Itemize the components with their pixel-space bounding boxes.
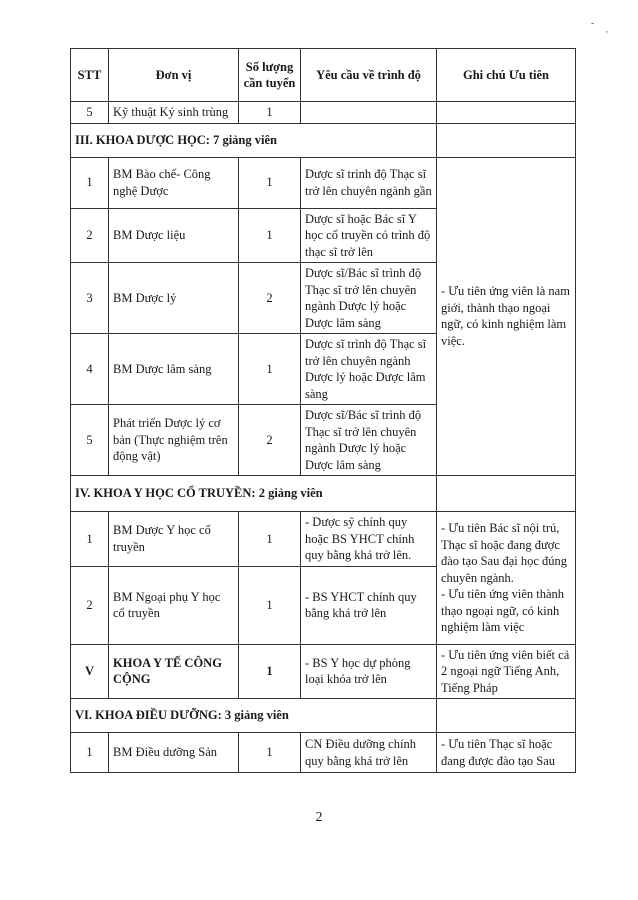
cell-stt: 2 xyxy=(71,208,109,263)
section-title: IV. KHOA Y HỌC CỔ TRUYỀN: 2 giảng viên xyxy=(71,476,437,512)
cell-stt: 5 xyxy=(71,405,109,476)
cell-so-luong: 1 xyxy=(239,566,301,644)
cell-yeu-cau: CN Điều dưỡng chính quy bằng khá trở lên xyxy=(301,733,437,773)
section-header-row xyxy=(71,123,576,157)
section-header-row xyxy=(71,699,576,733)
table-row xyxy=(71,733,576,773)
cell-ghi-chu-note: - Ưu tiên ứng viên là nam giới, thành thạo ngoại ngữ, có kinh nghiệm làm việc. xyxy=(437,157,576,476)
cell-so-luong: 1 xyxy=(239,102,301,124)
cell-stt: 5 xyxy=(71,102,109,124)
cell-so-luong: 1 xyxy=(239,208,301,263)
cell-yeu-cau: - BS Y học dự phòng loại khóa trở lên xyxy=(301,644,437,699)
cell-yeu-cau: Dược sĩ/Bác sĩ trình độ Thạc sĩ trở lên chuyên ngành Dược lý hoặc Dược lâm sàng xyxy=(301,405,437,476)
cell-ghi-chu xyxy=(437,102,576,124)
cell-stt: 1 xyxy=(71,157,109,208)
cell-stt: 1 xyxy=(71,512,109,567)
recruitment-table xyxy=(70,48,576,773)
cell-stt: 2 xyxy=(71,566,109,644)
table-row xyxy=(71,102,576,124)
cell-don-vi: BM Dược lý xyxy=(109,263,239,334)
cell-don-vi: BM Bào chế- Công nghệ Dược xyxy=(109,157,239,208)
cell-stt: V xyxy=(71,644,109,699)
cell-ghi-chu-note: - Ưu tiên ứng viên biết cả 2 ngoại ngữ Tiếng Anh, Tiếng Pháp xyxy=(437,644,576,699)
header-don-vi: Đơn vị xyxy=(109,49,239,102)
cell-so-luong: 2 xyxy=(239,263,301,334)
cell-don-vi: BM Dược Y học cổ truyền xyxy=(109,512,239,567)
section-title: VI. KHOA ĐIỀU DƯỠNG: 3 giảng viên xyxy=(71,699,437,733)
header-yeu-cau: Yêu cầu về trình độ xyxy=(301,49,437,102)
cell-yeu-cau: - BS YHCT chính quy bằng khá trở lên xyxy=(301,566,437,644)
section-title: III. KHOA DƯỢC HỌC: 7 giảng viên xyxy=(71,123,437,157)
cell-so-luong: 2 xyxy=(239,405,301,476)
cell-yeu-cau: Dược sĩ hoặc Bác sĩ Y học cổ truyền có trình độ thạc sĩ trở lên xyxy=(301,208,437,263)
cell-don-vi: BM Điều dưỡng Sản xyxy=(109,733,239,773)
cell-so-luong: 1 xyxy=(239,733,301,773)
cell-don-vi: BM Dược liệu xyxy=(109,208,239,263)
cell-yeu-cau: Dược sĩ/Bác sĩ trình độ Thạc sĩ trở lên chuyên ngành Dược lý hoặc Dược lâm sàng xyxy=(301,263,437,334)
section-header-row xyxy=(71,476,576,512)
cell-don-vi: Kỹ thuật Ký sinh trùng xyxy=(109,102,239,124)
page-number: 2 xyxy=(315,810,323,825)
cell-so-luong: 1 xyxy=(239,157,301,208)
cell-so-luong: 1 xyxy=(239,512,301,567)
cell-so-luong: 1 xyxy=(239,334,301,405)
cell-stt: 3 xyxy=(71,263,109,334)
table-row xyxy=(71,644,576,699)
cell-stt: 1 xyxy=(71,733,109,773)
cell-ghi-chu xyxy=(437,123,576,157)
cell-ghi-chu-note: - Ưu tiên Thạc sĩ hoặc đang được đào tạo Sau xyxy=(437,733,576,773)
header-ghi-chu: Ghi chú Ưu tiên xyxy=(437,49,576,102)
cell-yeu-cau: Dược sĩ trình độ Thạc sĩ trở lên chuyên ngành Dược lý hoặc Dược lâm sàng xyxy=(301,334,437,405)
cell-stt: 4 xyxy=(71,334,109,405)
scan-mark: - xyxy=(591,18,595,29)
table-row xyxy=(71,512,576,567)
cell-yeu-cau: Dược sĩ trình độ Thạc sĩ trở lên chuyên ngành gần xyxy=(301,157,437,208)
table-header-row xyxy=(71,49,576,102)
cell-so-luong: 1 xyxy=(239,644,301,699)
cell-don-vi: BM Dược lâm sàng xyxy=(109,334,239,405)
cell-ghi-chu xyxy=(437,699,576,733)
cell-don-vi: Phát triển Dược lý cơ bản (Thực nghiệm trên động vật) xyxy=(109,405,239,476)
cell-don-vi: BM Ngoại phụ Y học cổ truyền xyxy=(109,566,239,644)
cell-don-vi: KHOA Y TẾ CÔNG CỘNG xyxy=(109,644,239,699)
cell-yeu-cau xyxy=(301,102,437,124)
cell-ghi-chu-note: - Ưu tiên Bác sĩ nội trú, Thạc sĩ hoặc đang được đào tạo Sau đại học đúng chuyên ngành. - Ưu tiên ứng viên thành thạo ngoại ngữ, có kinh nghiệm làm việc xyxy=(437,512,576,645)
scan-mark: ' xyxy=(606,30,608,41)
cell-yeu-cau: - Dược sỹ chính quy hoặc BS YHCT chính quy bằng khá trở lên. xyxy=(301,512,437,567)
header-stt: STT xyxy=(71,49,109,102)
cell-ghi-chu xyxy=(437,476,576,512)
header-so-luong: Số lượng cần tuyển xyxy=(239,49,301,102)
table-row xyxy=(71,157,576,208)
